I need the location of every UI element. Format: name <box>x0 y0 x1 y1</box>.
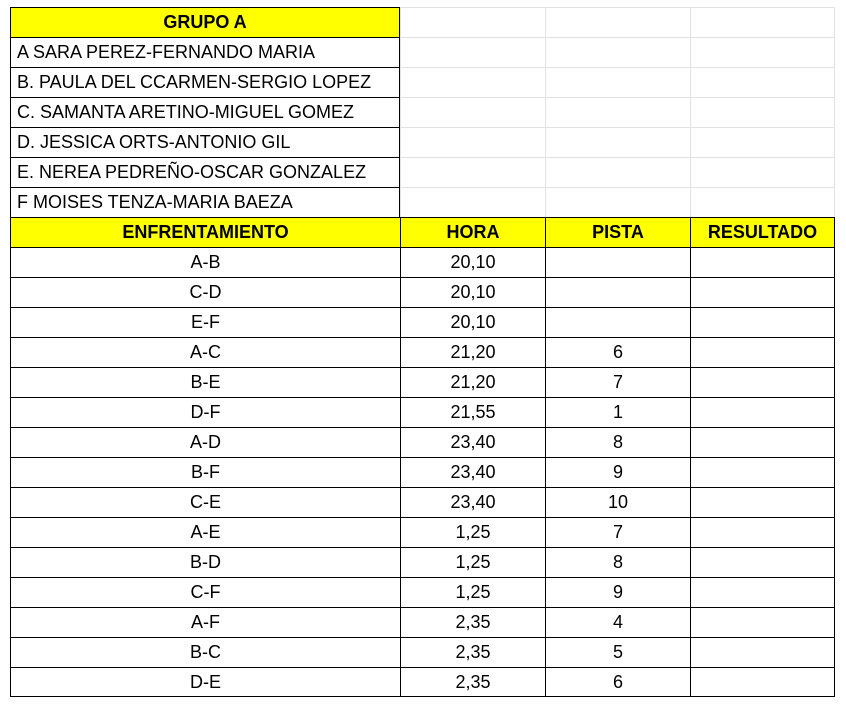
result-cell[interactable] <box>690 397 835 427</box>
cell-value: 4 <box>612 612 623 632</box>
empty-cell[interactable] <box>545 97 690 127</box>
cell-value: A-F <box>191 612 220 632</box>
cell-value: 20,10 <box>450 312 496 332</box>
court-cell[interactable] <box>545 367 690 397</box>
time-cell[interactable] <box>400 667 545 697</box>
cell-value: 5 <box>612 642 623 662</box>
result-cell[interactable] <box>690 517 835 547</box>
match-cell[interactable] <box>10 487 400 517</box>
pair-cell[interactable] <box>10 67 400 97</box>
cell-value: A-E <box>190 522 221 542</box>
time-cell[interactable] <box>400 517 545 547</box>
court-cell[interactable] <box>545 247 690 277</box>
table-row <box>10 517 835 547</box>
cell-value: C-D <box>189 282 222 302</box>
cell-value: C-E <box>190 492 221 512</box>
time-cell[interactable] <box>400 427 545 457</box>
cell-value: 1 <box>612 402 623 422</box>
table-row <box>10 397 835 427</box>
match-cell[interactable] <box>10 667 400 697</box>
empty-cell[interactable] <box>400 157 545 187</box>
time-cell[interactable] <box>400 577 545 607</box>
court-cell[interactable] <box>545 547 690 577</box>
empty-cell[interactable] <box>545 127 690 157</box>
pair-label: B. PAULA DEL CCARMEN-SERGIO LOPEZ <box>17 72 372 92</box>
result-cell[interactable] <box>690 457 835 487</box>
cell-value: 1,25 <box>455 552 491 572</box>
time-cell[interactable] <box>400 307 545 337</box>
group-title: GRUPO A <box>163 12 247 32</box>
time-cell[interactable] <box>400 277 545 307</box>
result-cell[interactable] <box>690 307 835 337</box>
result-cell[interactable] <box>690 577 835 607</box>
result-cell[interactable] <box>690 337 835 367</box>
match-cell[interactable] <box>10 637 400 667</box>
group-title-cell[interactable] <box>10 7 400 37</box>
court-cell[interactable] <box>545 487 690 517</box>
time-cell[interactable] <box>400 487 545 517</box>
header-label: PISTA <box>592 222 644 242</box>
cell-value: 21,55 <box>450 402 496 422</box>
cell-value: 8 <box>612 552 623 572</box>
cell-value: B-E <box>190 372 221 392</box>
court-cell[interactable] <box>545 277 690 307</box>
match-cell[interactable] <box>10 397 400 427</box>
result-cell[interactable] <box>690 427 835 457</box>
pair-row <box>10 127 835 157</box>
pair-cell[interactable] <box>10 97 400 127</box>
cell-value: B-F <box>191 462 220 482</box>
table-row <box>10 667 835 697</box>
match-cell[interactable] <box>10 337 400 367</box>
cell-value: 1,25 <box>455 522 491 542</box>
group-title-row <box>10 7 835 37</box>
court-cell[interactable] <box>545 517 690 547</box>
table-row <box>10 277 835 307</box>
empty-cell[interactable] <box>545 37 690 67</box>
result-cell[interactable] <box>690 637 835 667</box>
court-cell[interactable] <box>545 577 690 607</box>
cell-value: 23,40 <box>450 492 496 512</box>
empty-cell[interactable] <box>400 97 545 127</box>
empty-cell[interactable] <box>690 127 835 157</box>
pair-row <box>10 187 835 217</box>
pairs-list <box>10 37 835 217</box>
court-cell[interactable] <box>545 607 690 637</box>
table-row <box>10 487 835 517</box>
spreadsheet <box>10 7 835 697</box>
empty-cell[interactable] <box>690 37 835 67</box>
cell-value: 21,20 <box>450 342 496 362</box>
empty-cell[interactable] <box>400 67 545 97</box>
empty-cell[interactable] <box>400 127 545 157</box>
header-resultado[interactable] <box>690 217 835 247</box>
cell-value: 1,25 <box>455 582 491 602</box>
empty-cell[interactable] <box>690 7 835 37</box>
pair-label: F MOISES TENZA-MARIA BAEZA <box>17 192 293 212</box>
cell-value: 8 <box>612 432 623 452</box>
table-header-row <box>10 217 835 247</box>
match-cell[interactable] <box>10 247 400 277</box>
time-cell[interactable] <box>400 547 545 577</box>
empty-cell[interactable] <box>400 37 545 67</box>
match-cell[interactable] <box>10 577 400 607</box>
cell-value: 2,35 <box>455 642 491 662</box>
table-row <box>10 367 835 397</box>
cell-value: 9 <box>612 462 623 482</box>
result-cell[interactable] <box>690 607 835 637</box>
cell-value: 6 <box>612 671 623 692</box>
cell-value: 21,20 <box>450 372 496 392</box>
court-cell[interactable] <box>545 667 690 697</box>
cell-value: 9 <box>612 582 623 602</box>
time-cell[interactable] <box>400 367 545 397</box>
pair-cell[interactable] <box>10 187 400 217</box>
table-row <box>10 577 835 607</box>
match-cell[interactable] <box>10 607 400 637</box>
cell-value: 10 <box>607 492 629 512</box>
empty-cell[interactable] <box>400 187 545 217</box>
court-cell[interactable] <box>545 397 690 427</box>
result-cell[interactable] <box>690 367 835 397</box>
match-cell[interactable] <box>10 517 400 547</box>
cell-value: E-F <box>191 312 220 332</box>
cell-value: A-D <box>190 432 221 452</box>
court-cell[interactable] <box>545 637 690 667</box>
cell-value: B-C <box>190 642 221 662</box>
table-row <box>10 637 835 667</box>
result-cell[interactable] <box>690 247 835 277</box>
court-cell[interactable] <box>545 427 690 457</box>
cell-value: C-F <box>190 582 221 602</box>
court-cell[interactable] <box>545 337 690 367</box>
match-cell[interactable] <box>10 547 400 577</box>
time-cell[interactable] <box>400 457 545 487</box>
match-cell[interactable] <box>10 427 400 457</box>
cell-value: 20,10 <box>450 252 496 272</box>
pair-row <box>10 97 835 127</box>
pair-row <box>10 67 835 97</box>
empty-cell[interactable] <box>690 97 835 127</box>
cell-value: 2,35 <box>455 612 491 632</box>
cell-value: A-C <box>190 342 221 362</box>
cell-value: 20,10 <box>450 282 496 302</box>
table-row <box>10 337 835 367</box>
empty-cell[interactable] <box>690 187 835 217</box>
table-row <box>10 307 835 337</box>
empty-cell[interactable] <box>545 157 690 187</box>
header-label: RESULTADO <box>707 222 818 242</box>
pair-cell[interactable] <box>10 37 400 67</box>
pair-cell[interactable] <box>10 157 400 187</box>
pair-cell[interactable] <box>10 127 400 157</box>
cell-value: D-F <box>190 402 221 422</box>
empty-cell[interactable] <box>690 157 835 187</box>
matches-table-body <box>10 247 835 697</box>
table-row <box>10 427 835 457</box>
cell-value: 2,35 <box>455 671 491 692</box>
time-cell[interactable] <box>400 607 545 637</box>
pair-label: D. JESSICA ORTS-ANTONIO GIL <box>17 132 291 152</box>
time-cell[interactable] <box>400 337 545 367</box>
match-cell[interactable] <box>10 307 400 337</box>
time-cell[interactable] <box>400 247 545 277</box>
pair-label: C. SAMANTA ARETINO-MIGUEL GOMEZ <box>17 102 355 122</box>
empty-cell[interactable] <box>545 67 690 97</box>
table-row <box>10 457 835 487</box>
header-pista[interactable] <box>545 217 690 247</box>
cell-value: 7 <box>612 522 623 542</box>
court-cell[interactable] <box>545 307 690 337</box>
empty-cell[interactable] <box>545 7 690 37</box>
empty-cell[interactable] <box>400 7 545 37</box>
pair-row <box>10 37 835 67</box>
cell-value: A-B <box>190 252 221 272</box>
pair-row <box>10 157 835 187</box>
result-cell[interactable] <box>690 277 835 307</box>
result-cell[interactable] <box>690 667 835 697</box>
result-cell[interactable] <box>690 547 835 577</box>
header-hora[interactable] <box>400 217 545 247</box>
table-row <box>10 247 835 277</box>
cell-value: 23,40 <box>450 432 496 452</box>
court-cell[interactable] <box>545 457 690 487</box>
table-row <box>10 607 835 637</box>
time-cell[interactable] <box>400 637 545 667</box>
match-cell[interactable] <box>10 367 400 397</box>
empty-cell[interactable] <box>690 67 835 97</box>
cell-value: 23,40 <box>450 462 496 482</box>
header-enfrentamiento[interactable] <box>10 217 400 247</box>
result-cell[interactable] <box>690 487 835 517</box>
pair-label: E. NEREA PEDREÑO-OSCAR GONZALEZ <box>17 162 367 182</box>
cell-value: 6 <box>612 342 623 362</box>
cell-value: D-E <box>190 671 221 692</box>
cell-value: 7 <box>612 372 623 392</box>
header-label: HORA <box>446 222 500 242</box>
pair-label: A SARA PEREZ-FERNANDO MARIA <box>17 42 316 62</box>
cell-value: B-D <box>190 552 221 572</box>
time-cell[interactable] <box>400 397 545 427</box>
match-cell[interactable] <box>10 277 400 307</box>
header-label: ENFRENTAMIENTO <box>122 222 289 242</box>
match-cell[interactable] <box>10 457 400 487</box>
empty-cell[interactable] <box>545 187 690 217</box>
table-row <box>10 547 835 577</box>
